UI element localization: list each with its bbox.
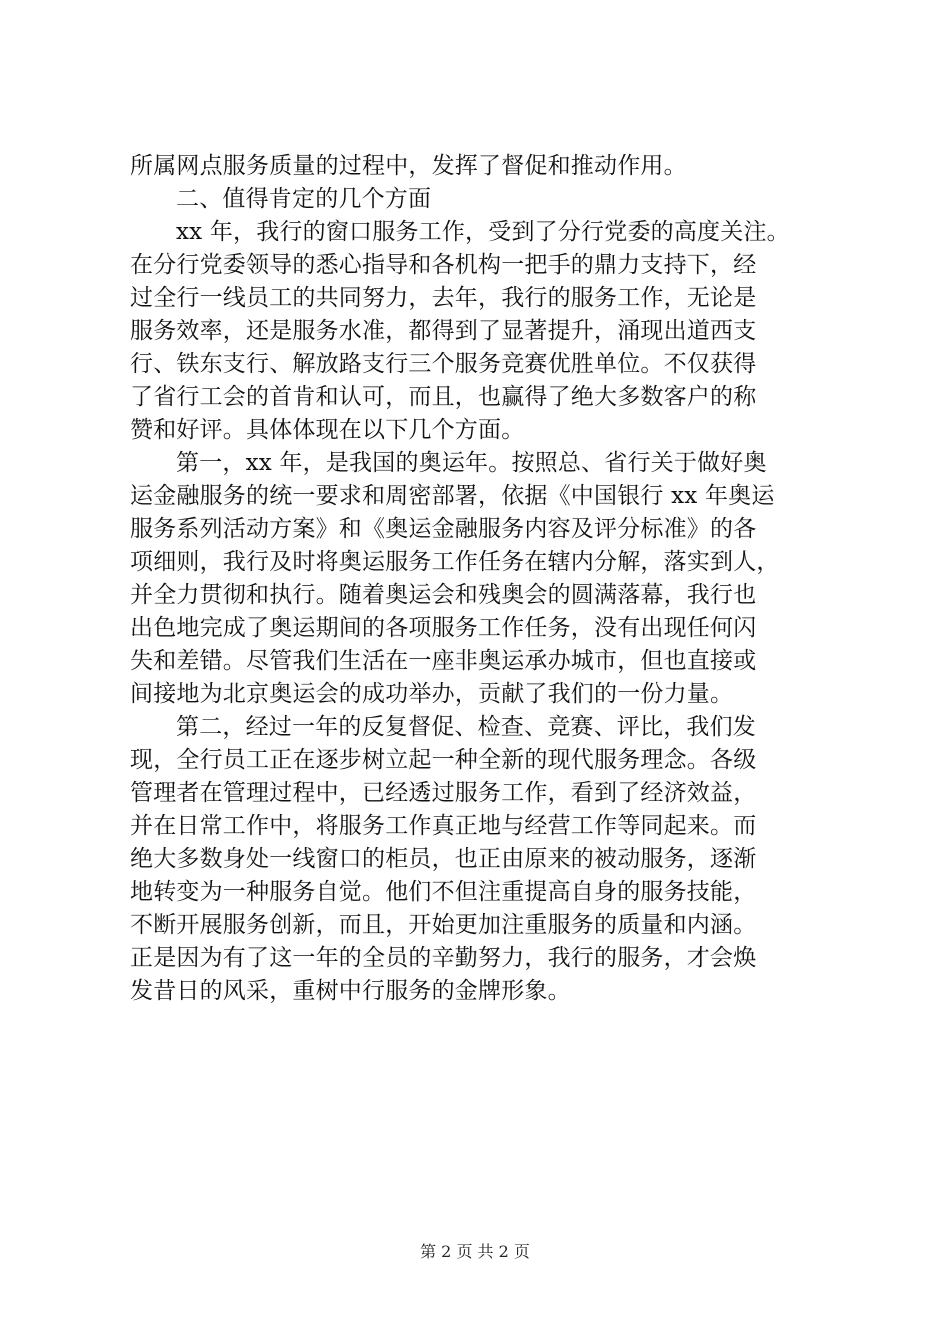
- text-line: 了省行工会的首肯和认可，而且，也赢得了绝大多数客户的称: [130, 384, 757, 410]
- text-line: 所属网点服务质量的过程中，发挥了督促和推动作用。: [130, 153, 687, 179]
- text-line: 服务效率，还是服务水准，都得到了显著提升，涌现出道西支: [130, 318, 757, 344]
- text-line: 服务系列活动方案》和《奥运金融服务内容及评分标准》的各: [130, 516, 757, 542]
- document-body: [130, 150, 830, 1008]
- text-line: 在分行党委领导的悉心指导和各机构一把手的鼎力支持下，经: [130, 252, 757, 278]
- text-line: xx 年，我行的窗口服务工作，受到了分行党委的高度关注。: [176, 219, 790, 245]
- text-line: 第二，经过一年的反复督促、检查、竞赛、评比，我们发: [176, 714, 756, 740]
- text-line: 不断开展服务创新，而且，开始更加注重服务的质量和内涵。: [130, 912, 757, 938]
- text-line: 间接地为北京奥运会的成功举办，贡献了我们的一份力量。: [130, 681, 734, 707]
- text-line: 绝大多数身处一线窗口的柜员，也正由原来的被动服务，逐渐: [130, 846, 757, 872]
- page-number-footer: 第 2 页 共 2 页: [420, 1242, 530, 1261]
- text-line: 正是因为有了这一年的全员的辛勤努力，我行的服务，才会焕: [130, 945, 757, 971]
- text-line: 现，全行员工正在逐步树立起一种全新的现代服务理念。各级: [130, 747, 757, 773]
- section-heading: 二、值得肯定的几个方面: [176, 186, 432, 212]
- text-line: 赞和好评。具体体现在以下几个方面。: [130, 417, 525, 443]
- text-line: 出色地完成了奥运期间的各项服务工作任务，没有出现任何闪: [130, 615, 757, 641]
- text-line: 第一，xx 年，是我国的奥运年。按照总、省行关于做好奥: [176, 450, 767, 476]
- text-line: 失和差错。尽管我们生活在一座非奥运承办城市，但也直接或: [130, 648, 757, 674]
- text-line: 地转变为一种服务自觉。他们不但注重提高自身的服务技能，: [130, 879, 757, 905]
- text-line: 运金融服务的统一要求和周密部署，依据《中国银行 xx 年奥运: [130, 483, 775, 509]
- text-line: 并在日常工作中，将服务工作真正地与经营工作等同起来。而: [130, 813, 757, 839]
- text-line: 发昔日的风采，重树中行服务的金牌形象。: [130, 978, 571, 1004]
- text-line: 并全力贯彻和执行。随着奥运会和残奥会的圆满落幕，我行也: [130, 582, 757, 608]
- text-line: 行、铁东支行、解放路支行三个服务竞赛优胜单位。不仅获得: [130, 351, 757, 377]
- text-line: 项细则，我行及时将奥运服务工作任务在辖内分解，落实到人，: [130, 549, 780, 575]
- text-line: 管理者在管理过程中，已经透过服务工作，看到了经济效益，: [130, 780, 757, 806]
- text-line: 过全行一线员工的共同努力，去年，我行的服务工作，无论是: [130, 285, 757, 311]
